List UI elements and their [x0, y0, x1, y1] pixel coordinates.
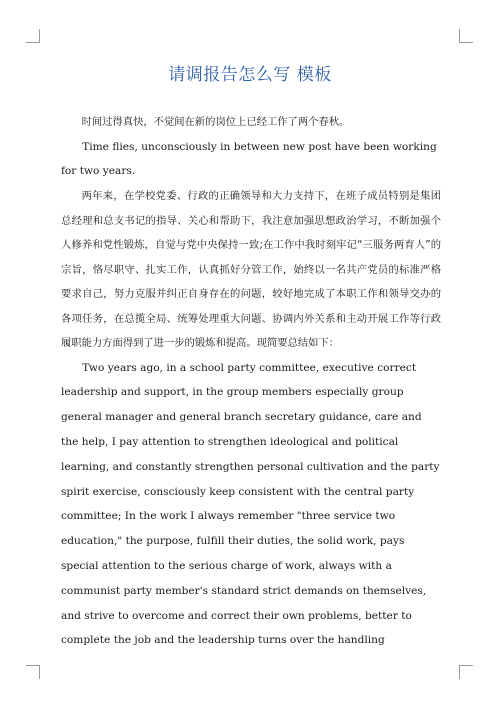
crop-mark-top-right	[459, 29, 473, 43]
crop-mark-top-left	[26, 29, 40, 43]
document-title: 请调报告怎么写 模板	[168, 65, 332, 85]
paragraph-intro-zh: 时间过得真快，不觉间在新的岗位上已经工作了两个春秋。	[81, 116, 350, 128]
crop-mark-bottom-right	[459, 665, 473, 679]
paragraph-summary-en: Two years ago, in a school party committee, executive correct leadership and support, in the group members especially group general manager and general branch secretary guidance, care and the help, I pay attention to strengthen ideological and political learning, and constantly strengthen personal cultivation and the party spirit exercise, consciously keep consistent with the central party committee; In the work I always remember "three service two education," the purpose, fulfill their duties, the solid work, pays special attention to the serious charge of work, always with a communist party member's standard strict demands on themselves, and strive to overcome and correct their own problems, better to complete the job and the leadership turns over the handling	[61, 361, 440, 647]
paragraph-summary-zh: 两年来，在学校党委、行政的正确领导和大力支持下，在班子成员特别是集团总经理和总支书记的指导、关心和帮助下，我注意加强思想政治学习，不断加强个人修养和党性锻炼，自觉与党中央保持一致;在工作中我时刻牢记“三服务两育人”的宗旨，恪尽职守、扎实工作，认真抓好分管工作，始终以一名共产党员的标准严格要求自己，努力克服并纠正自身存在的问题，较好地完成了本职工作和领导交办的各项任务，在总揽全局、统筹处理重大问题、协调内外关系和主动开展工作等行政履职能力方面得到了进一步的锻炼和提高。现简要总结如下：	[61, 190, 441, 350]
crop-mark-bottom-left	[26, 665, 40, 679]
document-body	[61, 110, 441, 653]
paragraph-intro-en: Time flies, unconsciously in between new post have been working for two years.	[61, 140, 437, 178]
